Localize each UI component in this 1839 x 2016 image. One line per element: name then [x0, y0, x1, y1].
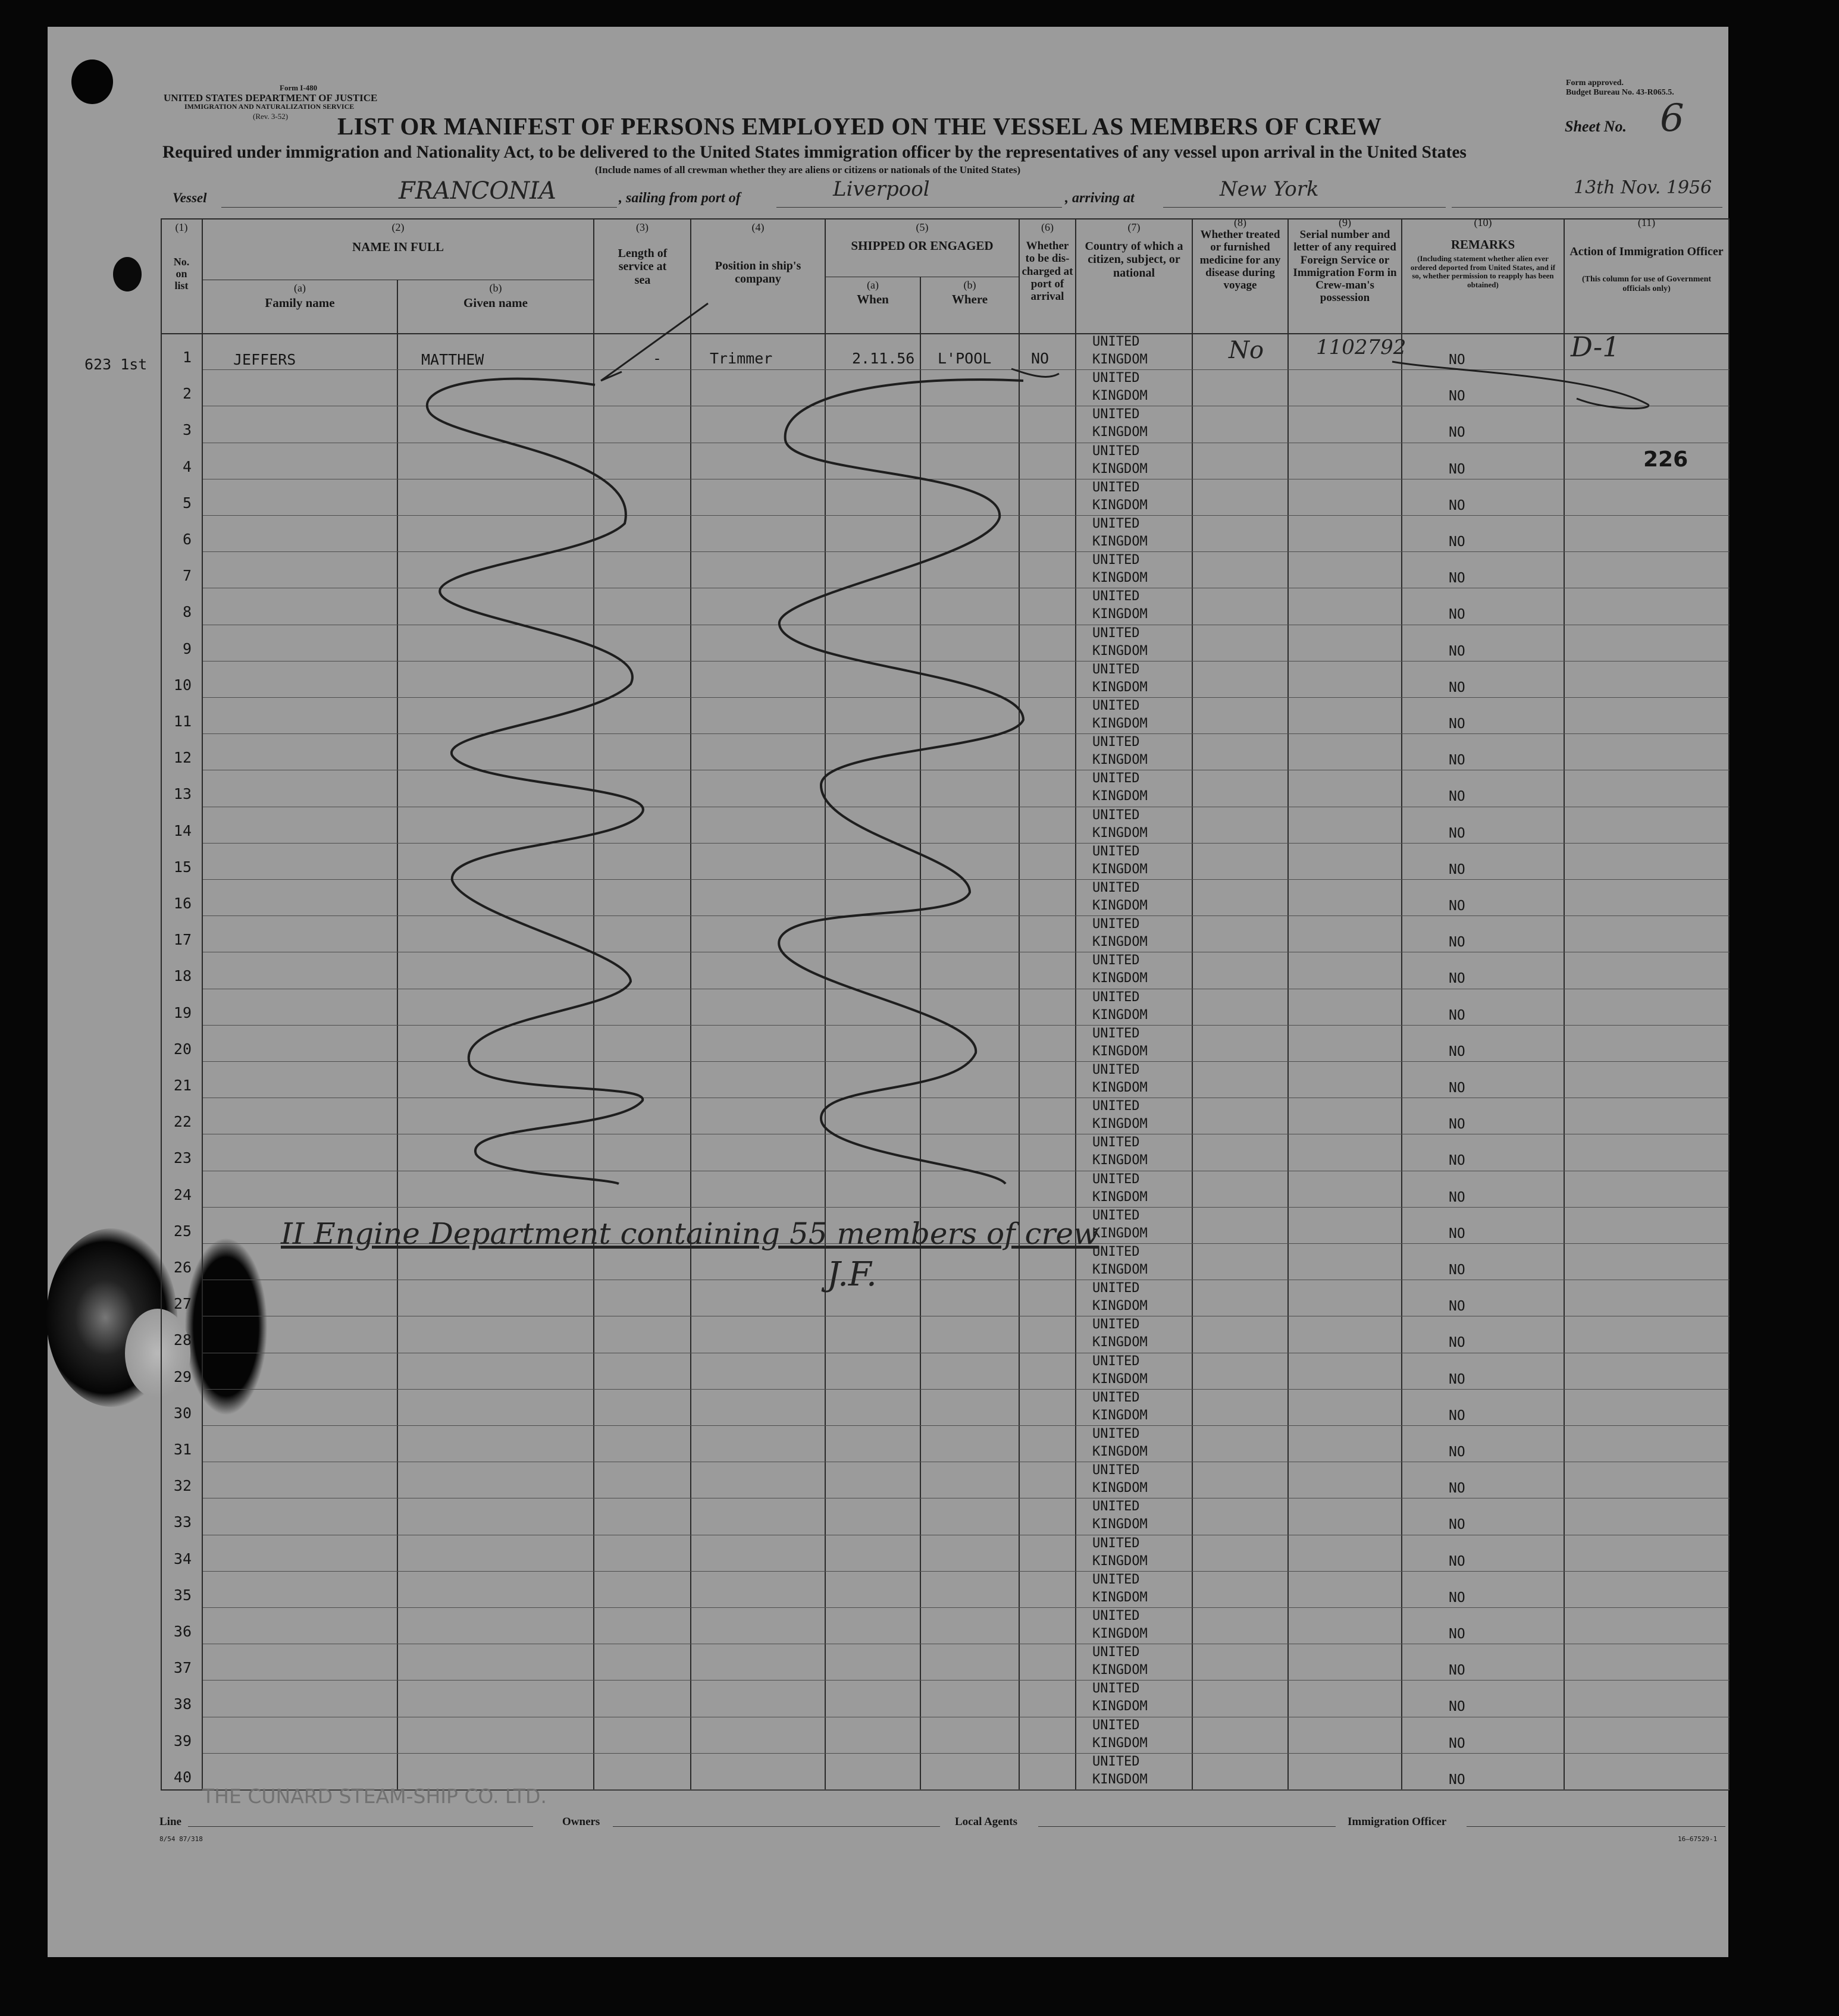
row-country-line1: UNITED [1092, 808, 1140, 823]
row-country-line1: UNITED [1092, 1463, 1140, 1478]
row-country-line2: KINGDOM [1092, 1444, 1148, 1459]
row-remarks: NO [1449, 1408, 1465, 1424]
row-remarks: NO [1449, 1517, 1465, 1532]
service-name: IMMIGRATION AND NATURALIZATION SERVICE [184, 102, 355, 111]
row-number: 32 [173, 1477, 192, 1494]
col6-num: (6) [1041, 221, 1054, 233]
form-approved: Form approved. [1566, 79, 1624, 87]
entry-medicine: No [1229, 337, 1264, 364]
row-number: 37 [173, 1659, 192, 1676]
row-country-line1: UNITED [1092, 1390, 1140, 1405]
row-remarks: NO [1449, 716, 1465, 732]
row-country-line1: UNITED [1092, 1099, 1140, 1114]
owners-label: Owners [562, 1816, 600, 1828]
row-number: 17 [173, 931, 192, 948]
entry-discharged: NO [1031, 350, 1049, 367]
company-stamp: THE CUNARD STEAM-SHIP CO. LTD. [202, 1785, 547, 1808]
row-country-line1: UNITED [1092, 1026, 1140, 1041]
agents-label: Local Agents [955, 1816, 1018, 1828]
print-code-right: 16—67529-1 [1678, 1835, 1718, 1843]
department-name: UNITED STATES DEPARTMENT OF JUSTICE [164, 92, 378, 104]
row-remarks: NO [1449, 534, 1465, 550]
row-country-line1: UNITED [1092, 844, 1140, 859]
row-country-line2: KINGDOM [1092, 971, 1148, 986]
row-country-line2: KINGDOM [1092, 1153, 1148, 1168]
row-country-line1: UNITED [1092, 516, 1140, 531]
row-remarks: NO [1449, 607, 1465, 622]
row-remarks: NO [1449, 352, 1465, 368]
sheet-label: Sheet No. [1565, 118, 1627, 135]
row-country-line1: UNITED [1092, 1317, 1140, 1332]
row-country-line1: UNITED [1092, 1499, 1140, 1514]
col5-num: (5) [916, 221, 929, 233]
officer-label: Immigration Officer [1348, 1816, 1447, 1828]
print-code-left: 8/54 87/318 [159, 1835, 203, 1843]
row-number: 13 [173, 785, 192, 802]
row-country-line2: KINGDOM [1092, 1335, 1148, 1350]
row-remarks: NO [1449, 1699, 1465, 1714]
initials: J.F. [827, 1255, 877, 1294]
sailing-port: Liverpool [833, 177, 930, 201]
row-number: 29 [173, 1368, 192, 1385]
row-remarks: NO [1449, 462, 1465, 477]
row-remarks: NO [1449, 498, 1465, 513]
row-country-line1: UNITED [1092, 553, 1140, 568]
col8-label: Whether treated or furnished medicine for any disease during voyage [1199, 228, 1281, 292]
officer-field [1467, 1826, 1725, 1827]
row-country-line1: UNITED [1092, 444, 1140, 459]
row-number: 21 [173, 1077, 192, 1094]
col5a-label: When [857, 292, 889, 306]
row-remarks: NO [1449, 388, 1465, 404]
row-country-line1: UNITED [1092, 735, 1140, 750]
entry-family-name: JEFFERS [233, 351, 296, 368]
row-number: 10 [173, 676, 192, 694]
agents-field [1038, 1826, 1336, 1827]
revision-note: (Rev. 3-52) [253, 112, 289, 121]
row-number: 6 [182, 531, 192, 548]
row-country-line1: UNITED [1092, 1609, 1140, 1623]
col7-label: Country of which a citizen, subject, or national [1085, 240, 1183, 280]
row-country-line1: UNITED [1092, 1281, 1140, 1296]
sheet-number: 6 [1660, 96, 1684, 140]
line-field [188, 1826, 533, 1827]
row-remarks: NO [1449, 971, 1465, 986]
row-country-line1: UNITED [1092, 589, 1140, 604]
row-remarks: NO [1449, 1372, 1465, 1387]
row-remarks: NO [1449, 1299, 1465, 1314]
row-number: 27 [173, 1295, 192, 1312]
row-number: 33 [173, 1513, 192, 1531]
row-number: 39 [173, 1732, 192, 1750]
row-remarks: NO [1449, 1772, 1465, 1788]
row-remarks: NO [1449, 753, 1465, 768]
row-number: 34 [173, 1550, 192, 1567]
row-country-line1: UNITED [1092, 771, 1140, 786]
row-remarks: NO [1449, 570, 1465, 586]
row-country-line2: KINGDOM [1092, 1699, 1148, 1714]
row-number: 19 [173, 1004, 192, 1021]
row-number: 38 [173, 1695, 192, 1713]
col2a-label: Family name [265, 296, 335, 310]
row-remarks: NO [1449, 1044, 1465, 1059]
row-remarks: NO [1449, 1008, 1465, 1023]
side-number: 226 [1643, 447, 1688, 472]
row-number: 40 [173, 1769, 192, 1786]
row-number: 4 [182, 458, 192, 475]
row-remarks: NO [1449, 680, 1465, 695]
col4-label: Position in ship's company [715, 259, 801, 286]
row-remarks: NO [1449, 1736, 1465, 1751]
row-country-line1: UNITED [1092, 1135, 1140, 1150]
row-country-line2: KINGDOM [1092, 1226, 1148, 1241]
row-country-line2: KINGDOM [1092, 425, 1148, 440]
arriving-port: New York [1220, 177, 1319, 201]
col9-label: Serial number and letter of any required Foreign Service or Immigration Form in Crew-man's possession [1293, 228, 1397, 305]
include-note: (Include names of all crewman whether they are aliens or citizens or nationals of the United States) [595, 164, 1021, 175]
row-country-line2: KINGDOM [1092, 862, 1148, 877]
form-title: LIST OR MANIFEST OF PERSONS EMPLOYED ON THE VESSEL AS MEMBERS OF CREW [337, 112, 1382, 140]
row-remarks: NO [1449, 1226, 1465, 1241]
col1-label: No. on list [173, 256, 190, 292]
col10-note: (Including statement whether alien ever ordered deported from United States, and if so, whether permission to reapply has been obtained) [1410, 254, 1556, 289]
row-country-line1: UNITED [1092, 698, 1140, 713]
col4-num: (4) [751, 221, 765, 233]
col5a-num: (a) [867, 279, 879, 291]
row-country-line2: KINGDOM [1092, 1481, 1148, 1495]
arriving-label: , arriving at [1065, 190, 1135, 206]
row-number: 12 [173, 749, 192, 766]
row-country-line2: KINGDOM [1092, 352, 1148, 367]
row-country-line2: KINGDOM [1092, 1117, 1148, 1131]
row-remarks: NO [1449, 826, 1465, 841]
serial-flourish [1392, 362, 1649, 409]
row-country-line2: KINGDOM [1092, 1190, 1148, 1205]
row-country-line1: UNITED [1092, 1354, 1140, 1369]
row-country-line1: UNITED [1092, 1208, 1140, 1223]
row-country-line1: UNITED [1092, 1718, 1140, 1733]
row-remarks: NO [1449, 1190, 1465, 1205]
row-remarks: NO [1449, 1117, 1465, 1132]
col3-num: (3) [636, 221, 648, 233]
row-number: 24 [173, 1186, 192, 1203]
col5-label: SHIPPED OR ENGAGED [851, 239, 994, 253]
entry-position: Trimmer [710, 350, 773, 367]
row-country-line1: UNITED [1092, 371, 1140, 385]
budget-bureau: Budget Bureau No. 43-R065.5. [1566, 88, 1674, 97]
row-country-line2: KINGDOM [1092, 607, 1148, 622]
row-number: 23 [173, 1149, 192, 1167]
row-country-line1: UNITED [1092, 662, 1140, 677]
row-country-line2: KINGDOM [1092, 1590, 1148, 1605]
row-number: 20 [173, 1040, 192, 1058]
row-remarks: NO [1449, 1663, 1465, 1678]
row-country-line2: KINGDOM [1092, 898, 1148, 913]
col2-label: NAME IN FULL [352, 240, 444, 254]
row-remarks: NO [1449, 1626, 1465, 1642]
col2b-num: (b) [489, 282, 502, 294]
row-country-line1: UNITED [1092, 1426, 1140, 1441]
row-country-line2: KINGDOM [1092, 1663, 1148, 1678]
row-number: 25 [173, 1222, 192, 1240]
row-country-line1: UNITED [1092, 990, 1140, 1005]
form-number: Form I-480 [280, 83, 318, 92]
sailing-label: , sailing from port of [619, 190, 741, 206]
row-number: 3 [182, 421, 192, 438]
row-country-line1: UNITED [1092, 1645, 1140, 1660]
row-country-line1: UNITED [1092, 953, 1140, 968]
row-number: 8 [182, 603, 192, 620]
row-country-line2: KINGDOM [1092, 534, 1148, 549]
col8-num: (8) [1234, 217, 1246, 228]
col3-label: Length of service at sea [618, 247, 668, 287]
row-remarks: NO [1449, 644, 1465, 659]
col5b-num: (b) [963, 279, 976, 291]
row-remarks: NO [1449, 898, 1465, 914]
row-country-line1: UNITED [1092, 880, 1140, 895]
row-country-line1: UNITED [1092, 1244, 1140, 1259]
col1-num: (1) [175, 221, 188, 233]
row-country-line2: KINGDOM [1092, 462, 1148, 476]
row-remarks: NO [1449, 1444, 1465, 1460]
entry-action: D-1 [1571, 331, 1620, 363]
row-country-line2: KINGDOM [1092, 716, 1148, 731]
col5b-label: Where [951, 292, 988, 306]
row-number: 7 [182, 567, 192, 584]
col2-num: (2) [391, 221, 405, 233]
col6-label: Whether to be dis-charged at port of arrival [1022, 240, 1073, 303]
row-country-line2: KINGDOM [1092, 1008, 1148, 1023]
row-country-line2: KINGDOM [1092, 388, 1148, 403]
row-country-line2: KINGDOM [1092, 1554, 1148, 1569]
row-country-line1: UNITED [1092, 334, 1140, 349]
row-country-line2: KINGDOM [1092, 935, 1148, 949]
entry-serial: 1102792 [1316, 336, 1406, 359]
row-country-line1: UNITED [1092, 1062, 1140, 1077]
col2b-label: Given name [463, 296, 528, 310]
row-remarks: NO [1449, 1590, 1465, 1606]
owners-field [613, 1826, 940, 1827]
row-remarks: NO [1449, 1335, 1465, 1350]
col11-label: Action of Immigration Officer [1569, 245, 1724, 258]
row-remarks: NO [1449, 1481, 1465, 1496]
row-country-line1: UNITED [1092, 1536, 1140, 1551]
row-number: 31 [173, 1441, 192, 1458]
row-country-line2: KINGDOM [1092, 826, 1148, 841]
row-country-line2: KINGDOM [1092, 1736, 1148, 1751]
entry-length-of-service: - [653, 350, 662, 367]
row-remarks: NO [1449, 1080, 1465, 1096]
row-remarks: NO [1449, 1262, 1465, 1278]
position-scribble [779, 380, 1023, 1184]
arrival-date: 13th Nov. 1956 [1574, 177, 1712, 198]
row-country-line1: UNITED [1092, 1681, 1140, 1696]
row-number: 14 [173, 822, 192, 839]
entry-shipped-where: L'POOL [938, 350, 992, 367]
row-number: 1 [182, 349, 192, 366]
col10-label: REMARKS [1450, 237, 1515, 252]
row-number: 26 [173, 1259, 192, 1276]
row-country-line2: KINGDOM [1092, 1772, 1148, 1787]
row-country-line2: KINGDOM [1092, 1044, 1148, 1059]
row-country-line2: KINGDOM [1092, 1408, 1148, 1423]
row-remarks: NO [1449, 789, 1465, 804]
row-number: 9 [182, 640, 192, 657]
row-country-line2: KINGDOM [1092, 1626, 1148, 1641]
col11-note: (This column for use of Government officials only) [1581, 275, 1712, 293]
row-country-line1: UNITED [1092, 917, 1140, 932]
department-note: II Engine Department containing 55 members of crew [281, 1217, 1099, 1251]
row-number: 2 [182, 385, 192, 402]
first-row-check [601, 303, 1059, 381]
row-remarks: NO [1449, 1554, 1465, 1569]
row-number: 30 [173, 1404, 192, 1422]
row-country-line2: KINGDOM [1092, 644, 1148, 659]
row-number: 5 [182, 494, 192, 512]
row-country-line1: UNITED [1092, 480, 1140, 495]
row-country-line2: KINGDOM [1092, 1080, 1148, 1095]
row-number: 35 [173, 1587, 192, 1604]
row-country-line2: KINGDOM [1092, 1299, 1148, 1313]
row-remarks: NO [1449, 935, 1465, 950]
row-remarks: NO [1449, 425, 1465, 440]
row-country-line2: KINGDOM [1092, 753, 1148, 767]
vessel-name: FRANCONIA [399, 177, 556, 205]
margin-note: 623 1st [84, 356, 148, 373]
row-number: 22 [173, 1113, 192, 1130]
row-number: 18 [173, 967, 192, 985]
row-remarks: NO [1449, 1153, 1465, 1168]
row-country-line2: KINGDOM [1092, 789, 1148, 804]
row-country-line1: UNITED [1092, 1572, 1140, 1587]
entry-shipped-when: 2.11.56 [852, 350, 915, 367]
row-country-line1: UNITED [1092, 1754, 1140, 1769]
row-number: 11 [173, 713, 192, 730]
row-country-line2: KINGDOM [1092, 680, 1148, 695]
line-label: Line [159, 1816, 181, 1828]
row-country-line2: KINGDOM [1092, 498, 1148, 513]
col2a-num: (a) [294, 282, 306, 294]
row-country-line1: UNITED [1092, 626, 1140, 641]
form-subtitle: Required under immigration and Nationality Act, to be delivered to the United States immigration officer by the representatives of any vessel upon arrival in the United States [162, 143, 1467, 162]
row-number: 36 [173, 1623, 192, 1640]
row-number: 28 [173, 1331, 192, 1349]
row-country-line2: KINGDOM [1092, 1262, 1148, 1277]
given-name-scribble [427, 379, 643, 1184]
col7-num: (7) [1127, 221, 1141, 233]
row-remarks: NO [1449, 862, 1465, 877]
row-country-line2: KINGDOM [1092, 1517, 1148, 1532]
row-number: 16 [173, 895, 192, 912]
col10-num: (10) [1474, 217, 1492, 228]
row-country-line2: KINGDOM [1092, 1372, 1148, 1387]
col11-num: (11) [1637, 217, 1656, 228]
entry-given-name: MATTHEW [421, 351, 484, 368]
row-country-line1: UNITED [1092, 407, 1140, 422]
row-country-line2: KINGDOM [1092, 570, 1148, 585]
col9-num: (9) [1339, 217, 1351, 228]
vessel-label: Vessel [173, 190, 207, 205]
row-number: 15 [173, 858, 192, 876]
row-country-line1: UNITED [1092, 1172, 1140, 1187]
